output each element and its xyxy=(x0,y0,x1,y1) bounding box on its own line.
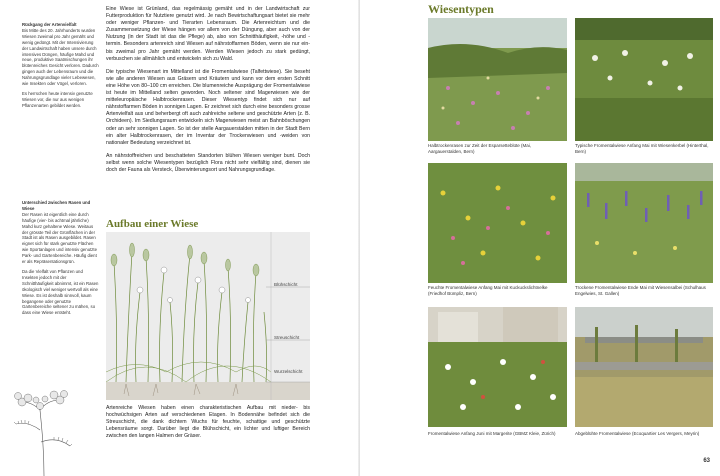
photo-caption-6: Abgeblühte Fromentalwiese (Ecoquartier Les Vergers, Meyrin) xyxy=(575,431,700,436)
sidebar-title: Rückgang der Artenvielfalt xyxy=(22,22,77,27)
sidebar-text: Bis Mitte des 20. Jahrhunderts wurden Wiesen zweimal pro Jahr gemäht und wenig gedüngt. Mit der Intensivierung der Landwirtschaft haben unsere durch intensives Düngen, häufige Mahd und neue, produktive Saatmischungen ihr blütenreiches Gesicht verloren. Dadurch gingen auch der Lebensraum und die Nahrungsgrundlage vieler Lebewesen, wie Insekten oder Vögel, verloren. xyxy=(22,27,99,87)
photo-image xyxy=(428,18,567,141)
photo-image xyxy=(575,163,713,283)
photo-fromentalwiese-margerite xyxy=(428,307,567,427)
paragraph: Die typische Wiesenart im Mittelland ist die Fromentalwiese (Talfettwiese). Sie beseht wie alle anderen Wiesen aus Gräsern und Kräutern und kann vor dem ersten Schnitt eine Höhe von 80–100 cm erreichen. Die blumenreiche Ausprägung der Fromentalwiese ist heute im Mittelland selten geworden. Noch seltener sind Magerwiesen wie der mitteleuropäische Halbtrockenrasen. Dieser Wiesentyp findet sich nur auf nährstoffarmen Böden in sonnigen Lagen. Er zeichnet sich durch eine besonders grosse Artenvielfalt aus und beherbergt oft auch zahlreiche seltene und geschützte Arten (z. B. Orchideen). Im Siedlungsraum entwickeln sich Magerwiesen meist an Bahnböschungen oder an sehr sonnigen Lagen. So ist der stelle Aargauerstalden mitten in der Stadt Bern ein alter Halbtrockenrasen, der im Inventar der Trockenwiesen und -weiden von nationaler Bedeutung verzeichnet ist. xyxy=(106,68,310,146)
photo-image xyxy=(575,18,713,141)
photo-caption-5: Fromentalwiese Anfang Juni mit Margerite (GBMZ Kleie, Zürich) xyxy=(428,431,556,436)
section-heading: Aufbau einer Wiese xyxy=(106,218,199,230)
meadow-structure-drawing xyxy=(106,232,310,400)
section-heading-wiesentypen: Wiesentypen xyxy=(428,2,494,16)
sidebar-text-2: Da die Vielfalt von Pflanzen und Insekten jedoch mit der Schnitthäufigkeit abnimmt, ist ein Rasen ökologisch viel weniger wertvoll als eine Wiese. Es ist deshalb sinnvoll, kaum begangene oder genutzte Gartenbereiche seltener zu mähen, so dass eine Wiese entsteht. xyxy=(22,268,99,316)
right-page xyxy=(360,0,720,476)
page-number: 63 xyxy=(703,458,710,464)
sidebar-box-1 xyxy=(22,22,99,109)
sidebar-title: Unterschied zwischen Rasen und Wiese xyxy=(22,200,91,211)
photo-image xyxy=(428,163,567,283)
photo-fromentalwiese-kerbel xyxy=(575,18,713,141)
layer-label-litter: Streuschicht xyxy=(274,335,300,340)
yarrow-illustration xyxy=(4,380,94,476)
photo-image xyxy=(575,307,713,427)
photo-caption-1: Halbtrockenrasen zur Zeit der Esparsetteblüte (Mai, Aargauerstalden, Bern) xyxy=(428,143,532,154)
photo-trockene-fromentalwiese xyxy=(575,163,713,283)
sidebar-text: Der Rasen ist eigentlich eine durch häufige (vier- bis achtmal jährliche) Mahd kurz gehaltene Wiese. Weitaus der grösste Teil der Grünflächen in der Stadt ist als Rasen ausgebildet. Rasen eignet sich für stark genutzte Flächen wie Sportanlagen und intensiv genutzte Park- und Gartenbereiche. Häufig dient er als Repräsentationsgrün. xyxy=(22,211,98,265)
main-text-block xyxy=(106,6,310,180)
photo-abgebluehte-fromentalwiese xyxy=(575,307,713,427)
photo-caption-2: Typische Fromentalwiese Anfang Mai mit Wiesenkerbel (Hinterthal, Bern) xyxy=(575,143,709,154)
meadow-structure-figure xyxy=(106,232,310,400)
photo-caption-4: Trockene Fromentalwiese Ende Mai mit Wiesensalbei (Schulhaus Engelwies, St. Gallen) xyxy=(575,285,706,296)
photo-image xyxy=(428,307,567,427)
sidebar-box-2 xyxy=(22,200,99,316)
figure-description: Artenreiche Wiesen haben einen charakteristischen Aufbau mit nieder- bis hochwüchsigen Arten auf verschiedenen Etagen. In Bodennähe befindet sich die Streuschicht, die dank dichtem Wuchs für feuchte, schattige und geschützte Lebensräume sorgt. Darüber liegt die Blühschicht, ein lichter und luftiger Bereich zwischen den langen Halmen der Gräser. xyxy=(106,405,310,440)
photo-halbtrockenrasen xyxy=(428,18,567,141)
layer-label-root: Wurzelschicht xyxy=(274,369,303,374)
photo-feuchte-fromentalwiese xyxy=(428,163,567,283)
paragraph: Eine Wiese ist Grünland, das regelmässig gemäht und in der Landwirtschaft zur Futterproduktion für Nutztiere genutzt wird. Je nach Bewirtschaftungsart bietet sie mehr oder weniger Pflanzen- und Tierarten Lebensraum. Die Artenreichtum und die Zusammensetzung der Wiese hängen vor allem von der Düngung, aber auch von der Nutzung (in der Stadt ist das die Pflege) ab, also von Schnitthäufigkeit, -höhe und -termin. Besonders artenreich sind Wiesen auf nährstoffarmen Böden, wenn sie nur ein- bis zweimal pro Jahr gemäht werden. Werden Wiesen jedoch zu stark gedüngt, verbuschen sie allmählich und entwickeln sich zu Wald. xyxy=(106,6,310,62)
sidebar-text-2: Es herrschen heute intensiv genutzte Wiesen vor, die nur aus wenigen Pflanzenarten gebildet werden. xyxy=(22,90,93,108)
paragraph: An nährstoffreichen und beschatteten Standorten blühen Wiesen weniger bunt. Doch selbst wenn solche Wiesentypen bezüglich Flora nicht sehr vielfältig sind, dienen sie doch der Fauna als Versteck, Überwinterungsort und Nahrungsgrundlage. xyxy=(106,152,310,173)
layer-label-bloom: Blühschicht xyxy=(274,282,298,287)
photo-caption-3: Feuchte Fromentalwiese Anfang Mai mit Kuckuckslichtnelke (Friedhof Bümpliz, Bern) xyxy=(428,285,548,296)
